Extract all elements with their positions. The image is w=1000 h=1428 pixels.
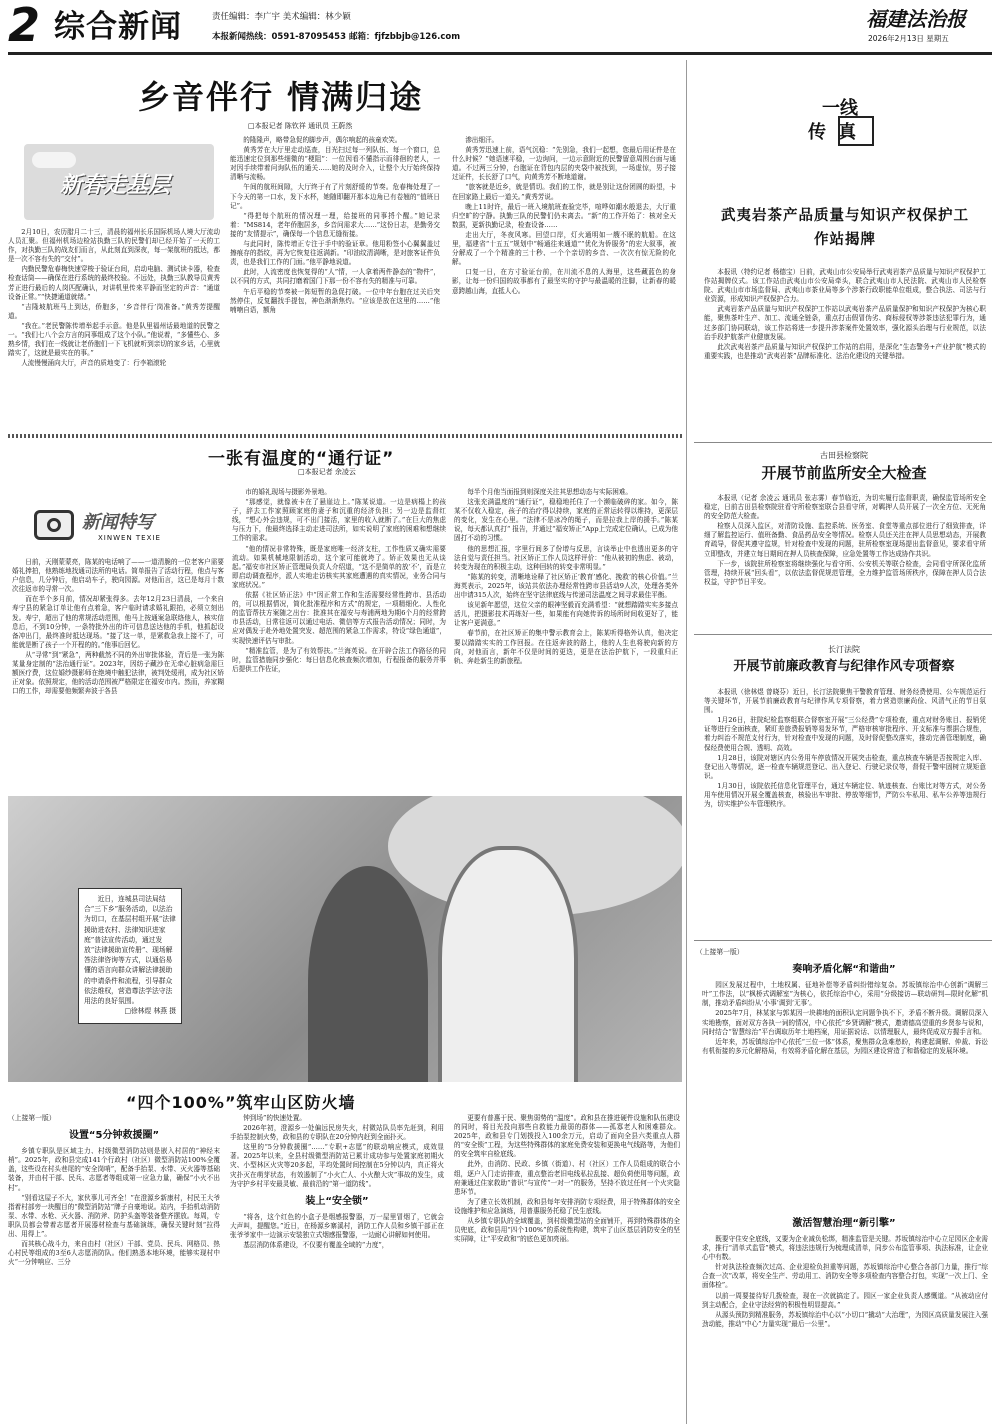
right-top-headline: 武夷岩茶产品质量与知识产权保护工作站揭牌 bbox=[721, 208, 969, 248]
editors: 责任编辑：李广宇 美术编辑：林少颖 bbox=[212, 12, 351, 22]
top-col-1: 2月10日，农历腊月二十三，清晨的福州长乐国际机场人境大厅流动人员汇聚。但福州机场边检站执勤三队的民警们却已经开始了一天的工作，对执勤三队的战友们而言，从此刻直到深夜，每一架航班的抵达，都是一次不容有失的“交付”。 内勤民警危春梅快速穿梭于验证台间，启动电脑、测试读卡器，检查检查话筒——确保在进行系统的最终校验。不远处，执勤三队教导员黄秀芳正进行最后的人岗匹配确认，对讲机里传来平静而坚定的声音：“通道设备正常。”“快捷通道就绪。” “吉隆坡航班马上到达，侨胞多，‘乡音伴行’岗准备。”黄秀芳提醒道。 “我在。”老民警陈传增举起手示意。他是队里福州话最地道的民警之一。“我们七八个会方言的同事组成了这个小队。”他说着，“多懂些心、多熟乡情，我们在一线就让老侨胞们一下飞机就听到亲切的家乡话，心里就踏实了，这就是最实在的事。” 人流慢慢涌向大厅，声音的质地变了：行李箱滚轮 bbox=[8, 228, 220, 368]
subhead-2: 装上“安全锁” bbox=[305, 1195, 369, 1207]
right-bottom-body-1: 园区发展过程中，土地权属、征地补偿等矛盾纠纷错综复杂。苏坂镇综治中心创新“调解三叶”工作法，以“枫桥式调解室”为核心，依托综治中心，采用“分级接访—联动研判—限时化解”机制，推动矛盾纠纷从‘小事’调到‘无事’。 2025年7月，林某家与郭某因一块耕地的面积认定问题争执不下，矛盾不断升级。调解员深入实地勘察，面对双方各执一词的情况，中心依托“乡贤调解”模式，邀请德高望重的乡贤参与说和，同时结合“智慧综治”平台调取历年土地档案，用证据说话、以情理服人，最终促成双方握手言和。 近年来，苏坂镇综治中心依托“三位一体”体系，聚焦群众急难愁盼，构建起调解、仲裁、诉讼有机衔接的多元化解格局，有效将矛盾化解在基层，为园区建设营造了和谐稳定的发展环境。 bbox=[702, 981, 988, 1055]
badge-subtitle: XINWEN TEXIE bbox=[98, 534, 161, 542]
page-number: 2 bbox=[8, 0, 41, 52]
top-byline: □本报记者 陈钦祥 通讯员 王蔚然 bbox=[248, 122, 353, 130]
top-col-3: 渗出细汗。 黄秀芳迅速上前，语气沉稳：“先别急，我们一起想，您最后用证件是在什么时候？”她语速平稳，一边询问，一边示意附近的民警留意周围台面与通道。不过两三分钟，台胞证在背包内层的夹袋中被找到，一场虚惊，男子接过证件，长长舒了口气，向黄秀芳不断地道谢。 “旅客就是近乡，就是情切。我们的工作，就是别让这份团圆的盼望，卡在回家路上最后一道关。”黄秀芳说。 晚上11时许，最后一班入境航班查验完毕，喧哗如潮水般退去，大厅重归空旷的宁静。执勤三队的民警们仍未离去。“新”的工作开始了：核对全天数据，更新执勤记录，检查设备…… 走出大厅，冬夜风寒。回望口岸，灯火通明如一艘不眠的航船。在这里，福建省“十五五”规划中“畅通往来通道”“优化为侨服务”的宏大叙事，被分解成了一个个精准的三十秒、一个个亲切的乡音、一次次有惊无险的化解。 口复一日，在方寸验证台前，在川流不息的人海里，这些藏蓝色的身影，让每一份归国的故事都有了最坚实的守护与最温暖的注脚，让新春的暖意跨越山海，直抵人心。 bbox=[452, 136, 676, 295]
news-feature-badge bbox=[34, 506, 214, 550]
bottom-story bbox=[8, 1086, 682, 1422]
middle-story bbox=[8, 440, 682, 786]
photo-person-elder bbox=[308, 866, 428, 1082]
new-spring-badge bbox=[24, 144, 214, 220]
camera-icon bbox=[34, 510, 74, 540]
masthead-rule bbox=[8, 52, 992, 55]
section-name: 综合新闻 bbox=[54, 9, 182, 45]
news-photo bbox=[8, 796, 682, 1082]
photo-caption bbox=[78, 888, 182, 1024]
middle-col-3: 每半个月他当面报到则深度关注其思想动态与实际困难。 这张充满温度的“通行证”，稳稳地托住了一个濒临破碎的家。如今，陈某不仅收入稳定，孩子的治疗得以持续，家庭的正常运转得以维持，更深层的变化，发生在心里。“法律不是冰冷的绳子，而是拉我上岸的援手。”陈某说，每天都认真打“ 报告，并通过“福安矫正”App上完成定位确认，已成为他固打不动的习惯。 他的思想汇报，字里行间多了份增与反思，言谈举止中也透出更多的守法自觉与责任担当。社区矫正工作人员这样评价：“他从被初的焦虑、被动，转变为现在的积极主动，这种回转的转变非常明显。” “陈某的转变，清晰地诠释了社区矫正‘教育’感化、挽救’的核心价值。”兰海英表示，2025年，该站共依法办理经常性跨市县活动9人次，处理各类外出申请315人次，始终在坚守法律底线与传递司法温度之间寻求最佳平衡。 该见新年愿望，这位父亲的眼神坚毅而充满希望：“就想踏踏实实多接点活儿，把摄影技术再练好一些，如果能有向她传诉的场所时间收更好了，能让客户更满意。” 春节前，在社区矫正的集中警示教育会上，陈某听得格外认真，他决定要以踏踏实实的工作回报。在往返奔波的路上，他的人生也将驶向新的方向，对他而言，新年不仅是时间的更迭，更是在法治护航下，一段重归正轨、奔赴新生的新旅程。 bbox=[454, 488, 678, 665]
right-mid-body: 本报讯（记者 余凌云 通讯员 张志雾）春节临近，为切实履行监督职责，确保监管场所安全稳定，日前古田县检察院驻看守所检察室联合县看守所，对羁押人员开展了一次全方位、无死角的安全防范大检查。 检察人员深入监区，对清防设施、监控系统、医务室、食堂等重点部位进行了细致排查，详细了解监控运行、值班备勤、食品药品安全等情况。检察人员还关注在押人员思想动态，开展教育疏导，督促其遵守监规，针对检查中发现的问题，驻所检察室现场提出监督意见，要求看守所立即整改，并建立每日期间在押人员核查保障，应急处置等工作达成协作共识。 下一步，该院驻所检察室将继续强化与看守所、公安机关等联合检查，会同看守所深化监所管理，持续开展“回头看”，以依法监督促规范管理，全力维护监管场所秩序，保障在押人员合法权益，守护节日平安。 bbox=[704, 494, 986, 586]
right-rule-2 bbox=[694, 634, 992, 635]
top-headline: 乡音伴行 情满归途 bbox=[138, 78, 424, 116]
bottom-col-3: 更要有普惠于民、聚焦弱势的“温度”。政和县在推进硬件设施和队伍建设的同时，将目光投向那些自救能力最弱的群体——孤寡老人和困难群众。2025年，政和县专门划拨投入100余万元，启动了面向全县六类重点人群的“安全锁”工程，为这些特殊群体的家庭免费安装和更换电气线路等，为他们的安全筑牢自检底线。 此外，由消防、民政、乡镇（街道）、村（社区）工作人员组成的联合小组，逐户入门走访排查，重点整治老旧电线私拉乱接、超负荷使用等问题，政府兼通过住家救助“普识”与宣传“一对一”的服务，坚持不放过任何一个火灾隐患环节。 为了建立长效机制，政和县每年安排消防专项经费，用于特殊群体的安全设施维护和应急演练，用普惠服务托稳了民生底线。 从乡镇专职队的全域覆盖，到村级微型站的全面铺开，再到特殊群体的全员兜底，政和县用“四个100%”的系统性构建，筑牢了山区基层消防安全的坚实屏障，让“平安政和”的底色更加亮丽。 bbox=[454, 1114, 680, 1244]
bottom-col-1: （上接第一版） 设置“5分钟救援圈” 乡镇专职队是区域主力、村级微型消防站则是嵌入村居的“神经末梢”。2025年，政和县完成141个行政村（社区）微型消防站100%全覆盖，这些设在村头巷尾的“安全岗哨”，配备手抬泵、水带、灭火器等基础装备，并由村干部、民兵、志愿者等组成第一应急力量，确保“小火不出村”。 “别看这屋子不大，家伙事儿可齐全！”在澄源乡新康村，村民王大爷指着村部旁一块醒目的“微型消防站”牌子自豪地说。站内，手抬机动消防泵、水带、水枪、灭火器、消防斧、防护头盔等装备整齐摆放。每周，专职队员都会带着志愿者开展器材检查与基础演练，确保关键时刻“拉得出、用得上”。 而其核心战斗力，来自由村（社区）干部、党员、民兵、网格员、热心村民等组成的3至6人志愿消防队。他们熟悉本地环境，能够实现村中火“一分钟响应、三分 bbox=[8, 1114, 220, 1267]
badge-line-2: 传真 bbox=[808, 122, 868, 143]
badge-title: 新闻特写 bbox=[82, 512, 154, 533]
issue-date: 2026年2月13日 星期五 bbox=[868, 34, 949, 43]
frontline-badge bbox=[806, 94, 882, 160]
right-top-story bbox=[696, 60, 992, 440]
middle-headline: 一张有温度的“通行证” bbox=[208, 449, 395, 469]
middle-col-1: 日前，天刚蒙蒙亮，陈某的电话响了——一道清脆的一位老客户需要婚礼捧拍，他熟练地找通司法所的电话。简单报告了活动行程，他点与客户信息，几分钟后，他启动车子，驶向园源。对他而言，这已是每月十数次往返市的寻常一次。 而在半个多月前，情况却紧张得多。去年12月23日清晨，一个来自寿宁县的紧急订单让他有点着急，客户临时请求婚礼跟拍，必须立刻出发。寿宁，超出了他的常规活动范围，他马上按通案急联络他人，核实信息后，不到10分钟，一条特批外出的许可信息送达他的手机，他抓起设备冲出门，最终准时抵达现场。“接了这一单，是紧救急我上接不了，可能就是断了孩子一个开程的的。”他事后回忆。 从“寻常”到“紧急”，两种截然不同的外出审批体验，背后是一张为陈某量身定制的“法治通行证”。2023年，因纺子藏沙在无牵心脏病急需巨额医疗费，这位婚纱摄影师在绝境中触犯法律，被判处缓刑，成为社区矫正对象。依照规定，他的活动范围被严格限定在福安市内。然而，养家糊口的工作，却需要他频繁奔波于各县 bbox=[12, 558, 224, 696]
separator-bar bbox=[8, 434, 682, 438]
right-bottom-story bbox=[696, 944, 992, 1422]
middle-byline: □本报记者 余凌云 bbox=[298, 468, 356, 476]
photo-person-volunteer bbox=[438, 846, 578, 1082]
bottom-headline: “四个100%”筑牢山区防火墙 bbox=[126, 1093, 356, 1112]
right-rule-1 bbox=[694, 442, 992, 443]
paper-name: 福建法治报 bbox=[866, 7, 966, 31]
column-divider bbox=[686, 60, 687, 1424]
badge-line-1: 一线 bbox=[822, 98, 858, 119]
badge-title: 新春走基层 bbox=[60, 172, 171, 198]
hotline: 本报新闻热线：0591-87095453 邮箱：fjfzbbjb@126.com bbox=[212, 32, 461, 42]
subhead-1: 奏响矛盾化解“和谐曲” bbox=[792, 964, 896, 976]
caption-text: 近日，连城县司法局结合“三下乡”服务活动，以法治为切口，在基层村组开展“法律援助进农村、法律知识进家庭”普法宣传活动，通过发放“法律援助宣传册”、现场解答法律咨询等方式，以通俗易懂的语言向群众讲解法律援助的申请条件和流程，引导群众依法维权，营造尊法学法守法用法的良好氛围。 bbox=[84, 895, 176, 1005]
top-story bbox=[8, 60, 680, 430]
cloud-icon bbox=[32, 152, 76, 168]
right-low-headline: 开展节前廉政教育与纪律作风专项督察 bbox=[733, 659, 955, 675]
right-rule-3 bbox=[694, 940, 992, 941]
right-bottom-body-2: 既要守住安全底线，又要为企业减负松绑，精准监管是关键。苏坂镇综治中心立足园区企业需求，推行“清单式监管”模式，将违法违规行为梳理成清单，同步公布监管事项、执法标准，让企业心中有数。 针对执法检查频次过高、企业迎检负担重等问题，苏坂镇综治中心整合各部门力量，推行“综合查一次”改革，将安全生产、劳动用工、消防安全等多项检查内容整合打包，实现“一次上门、全面体检”。 以前一周要接待好几拨检查，现在一次就搞定了。园区一家企业负责人感慨道。“从被动应付到主动配合，企业守法经营的积极性明显提高。” 从源头预防到精准服务，苏坂镇综治中心以“小切口”撬动“大治理”，为园区高质量发展注入强劲动能，推动“中心”力量实现“最后一公里”。 bbox=[702, 1234, 988, 1328]
agency-label: 长汀法院 bbox=[828, 645, 860, 654]
right-low-body: 本报讯（徐林煜 曾晓芬）近日，长汀法院聚焦干警教育管理、财务经费使用、公车规范运行等关键环节，开展节前廉政教育与纪律作风专项督察，着力营造崇廉尚俭、风清气正的节日氛围。 1月26日，驻院纪检监察组联合督察室开展“三公经费”专项检查，重点对财务账目、报销凭证等进行全面核查，紧盯差旅费报销等易发环节，严格审核审批程序、开支标准与票据合规性，着力纠治不规范支付行为，针对检查中发现的问题，及时督促整改落实，推动完善管理制度，确保经费使用合规、透明、高效。 1月28日，该院对辖区内公务用车停放情况开展突击检查，重点核查车辆是否按规定入库、登记出入等情况，逐一检查车辆规范登记、出入登记、行驶记录仪等，督促干警牢固树立规矩意识。 1月30日，该院依托信息化管理平台，通过车辆定位、轨迹核查、台账比对等方式，对公务用车使用情况开展全覆盖核查，核验出车审批、停放等细节，严防公车私用、私车公养等违规行为，切实维护公车管理秩序。 bbox=[704, 688, 986, 809]
photo-credit: □徐林煜 林燕 摄 bbox=[124, 1007, 176, 1015]
middle-col-2: 市的婚礼现场与摄影外景地。 “那感觉，就像被卡在了悬崖边上。”陈某说道。一边是病榻上的孩子，辞去工作家照顾家庭的妻子和沉重的经济负担；另一边是监督红线，“想心外会违规，可不出门接活，家里的收入就断了。”在巨大的焦虑与压力下，他最终选择主动走进司法所，如实说明了家庭的困难和想继续工作的需求。 “他的情况非常特殊，既是家庭唯一经济支柱，工作性质又确实需要流动。如果机械地限制活动，这个家可能就垮了。矫正效果也无从谈起。”福安市社区矫正管理局负责人介绍道，“这不是简单的放‘不’，而是立即启动调查程序，派人实地走访核实其家庭遭遇的真实情况，业务合同与家庭状况。” 依据《社区矫正法》中“因正常工作和生活需要经常性跨市、县活动的，可以根据情况，简化批准程序和方式”的规定，一项精细化、人性化的监管帮扶方案随之出台：批准其在福安与寿浦两地为期6个月的经常跨市县活动，日常往返可以通过电话、微信等方式报告活动情况；同时，为应对偶发于赴外地处置突发、超范围的紧急工作需求，特设“绿色通道”，实现快速评估与审批。 “精准监管，是为了有效帮扶。”兰海英说。在开辟合法工作路径的同时，监管措施同步强化：每日信息化核查频次增加，行程报备的服务并事后提供工作佐证， bbox=[232, 488, 446, 673]
subhead-2: 激活智慧治理“新引擎” bbox=[792, 1218, 896, 1230]
masthead bbox=[0, 0, 1000, 56]
agency-label: 古田县检察院 bbox=[820, 451, 868, 460]
right-mid-headline: 开展节前监所安全大检查 bbox=[761, 464, 927, 483]
continued-label: （上接第一版） bbox=[8, 1114, 56, 1122]
subhead-1: 设置“5分钟救援圈” bbox=[68, 1130, 160, 1142]
badge-frame bbox=[838, 116, 874, 146]
top-col-2: 的隆隆声，略带急促的脚步声，偶尔响起的孩童欢笑。 黄秀芳在大厅里走动巡查，目光扫过每一列队伍、每一个窗口，总能迅速定位到那些细微的“梗阻”：一位因看不懂指示而徘徊的老人，一对因手续带着问询队伍的通关……她的及时介入，让整个大厅始终保持清晰与流畅。 午间的航班间隙，大厅终于有了片刻舒缓的节奏。危春梅处理了一下今天的第一口水，发下水杯，她随即翻开那本边角已有卷翘的“值班日记”。 “得把每个航班的情况理一理，给接班的同事捋个醒。”她记录着：“MS814，老年侨胞居多，乡音问需求大……”这份日志，是勤务交接的“友情提示”，确保每一个信息无缝衔接。 与此同时，陈传增正专注于手中的验证章。他用粉签小心翼翼盖过擦痕存的指纹，再为它恢复往返满新。“印油纹清满晰，是对旅客证件负责，也是我们工作的门面。”他平静地说道。 此时，人流密度也恢复得的“人”情，一人拿着两件静态的“物件”，以不同的方式，共同打磨着国门下那一份不容有失的精准与可靠。 午后平稳的节奏被一阵短暂的急促打破。一位中年台胞在过关后突然停住，反复翻找手提包，神色渐渐焦灼。“应该是放在这里的……”他喃喃自语，额角 bbox=[230, 136, 440, 314]
continued-label: （上接第一版） bbox=[696, 948, 744, 956]
right-low-story bbox=[696, 640, 992, 936]
right-top-body: 本报讯（特约记者 杨德宝）日前，武夷山市公安局举行武夷岩茶产品质量与知识产权保护工作站揭牌仪式。该工作站由武夷山市公安局牵头，联合武夷山市人民法院、武夷山市人民检察院、武夷山市市场监督局、武夷山市茶业局等多个涉茶行政职能单位组成，整合执法、司法与行业资源，形成知识产权保护合力。 武夷岩茶产品质量与知识产权保护工作站以武夷岩茶产品质量保护和知识产权保护为核心职能，聚焦茶叶生产、加工、流通全链条，重点打击假冒伪劣、商标侵权等涉茶违法犯罪行为，通过多部门协同联动，该工作站将进一步提升涉茶案件处置效率，强化源头治理与行业规范，以法治手段护航茶产业健康发展。 此次武夷岩茶产品质量与知识产权保护工作站的启用，是深化“生态警务+产业护航”模式的重要实践，也是推动“武夷岩茶”品牌标准化、法治化建设的关键举措。 bbox=[704, 268, 986, 360]
right-mid-story bbox=[696, 446, 992, 630]
bottom-col-2: 钟到场”的快速处置。 2026年初，澄源乡一处偏远民房失火，村微站队员率先赶到，利用手抬泵控制火势，政和县的专职队在20分钟内赶到全面扑灭。 这里的“5分钟救援圈”……“专职+志愿”的联动响应模式，成效显著。2025年以来，全县村级微型消防站已累计成功参与处置家庭初期火灾、小型林区火灾等20多起，平均处置时间控制在5分钟以内，真正将火灾扑灭在萌芽状态，有效遏制了“小火亡人、小火酿大灾”事故的发生，成为守护乡村平安最灵敏、最前沿的“第一道防线”。 装上“安全锁” “将各，这个红色的小盒子是烟感报警器，万一屋里冒烟了，它就会大声叫，提醒您。”近日，在杨源乡寨溪村，消防工作人员和乡镇干部正在张爷爷家中一边演示安装独立式烟感报警器，一边耐心讲解如何使用。 基层消防体系建设，不仅要有覆盖全域的“力度”， bbox=[230, 1114, 444, 1249]
